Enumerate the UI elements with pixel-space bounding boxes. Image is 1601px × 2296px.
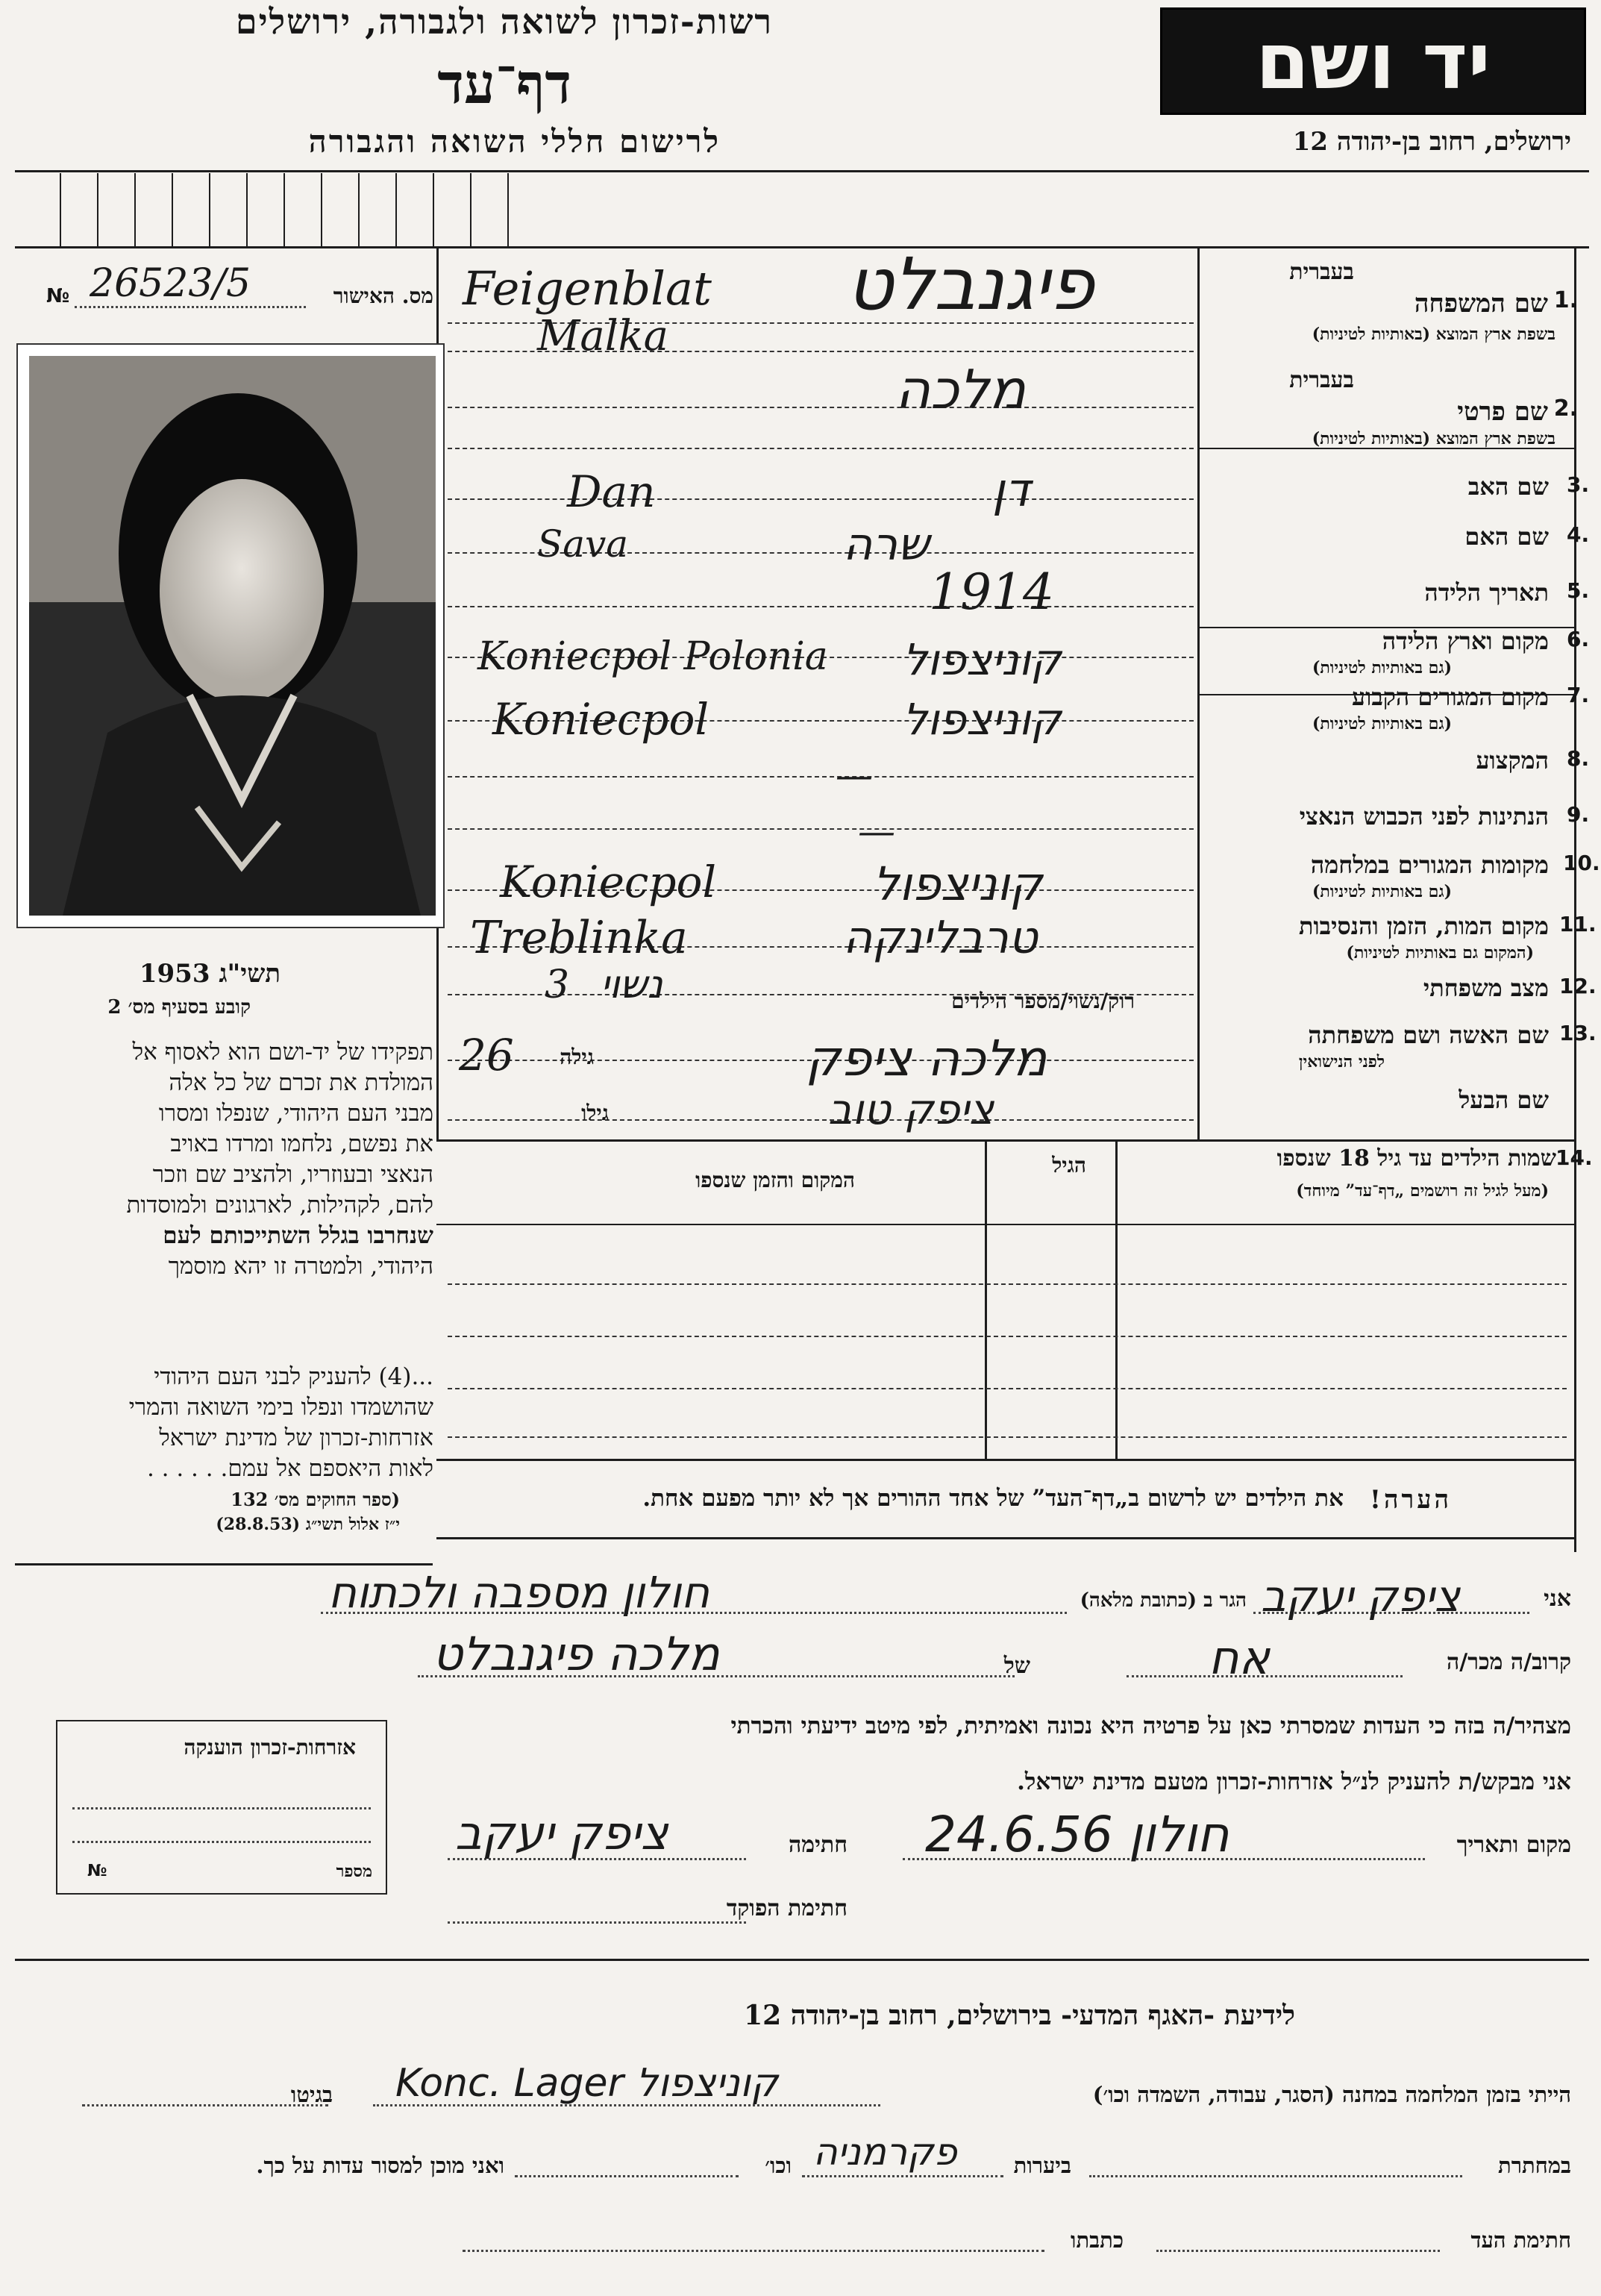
value-surname-he: פיגנבלט [847,243,1094,326]
value-birth-place-he: קוניצפול [903,634,1062,685]
value-residence-latin: Koniecpol [492,694,709,745]
citizenship-no-sign: № [87,1862,107,1880]
law-source-1: (ספר החוקים מס׳ 132 [231,1489,400,1510]
info-forests: ביערות [1013,2153,1071,2178]
field-10-label: מקומות המגורים במלחמה [1310,851,1549,879]
declaration-line3: מצהיר/ה בזה כי העדות שמסרתי כאן על פרטיה היא נכונה ואמיתית, לפי מיטב ידיעתי והכרתי [730,1712,1571,1739]
approval-no-sign: № [46,285,70,307]
place-date-label: מקום ותאריך [1456,1832,1571,1858]
field-13-sub: לפני הנישואין [1298,1052,1385,1072]
citizenship-box [56,1720,387,1895]
note-label: הערה! [1370,1485,1452,1515]
value-father-latin: Dan [567,466,656,517]
field-7-sub: (גם באותיות לטיניות) [1312,714,1452,733]
form-subtitle: לרישום חללי השואה והגבורה [308,123,721,160]
field-10-sub: (גם באותיות לטיניות) [1312,882,1452,901]
info-underground: במחתרת [1498,2153,1571,2178]
value-given-he: מלכה [895,358,1026,421]
children-col-place: המקום והזמן שנספו [695,1168,855,1192]
declaration-relation: קרוב/ה מכר/ה [1447,1649,1571,1675]
logo-text: יד ושם [1256,16,1491,107]
field-1-hebrew-tag: בעברית [1289,259,1354,285]
field-13b-label: שם הבעל [1459,1086,1549,1114]
citizenship-number-label: מספר [336,1862,372,1881]
relation-of-value: מלכה פיגנבלט [433,1627,720,1681]
field-5-num: 5. [1567,578,1590,603]
value-mother-he: שרה [843,519,930,571]
law-source-2: י״ז אלול תשי״ג (28.8.53) [216,1515,400,1534]
value-birth-year: 1914 [929,563,1054,621]
value-profession: — [836,754,873,797]
field-8-label: המקצוע [1476,746,1549,775]
value-nationality: — [858,810,895,853]
field-11-sub: (המקום גם באותיות לטיניות) [1346,943,1534,963]
relation-value: אח [1209,1630,1270,1685]
field-1-num: 1. [1553,287,1578,313]
field-2-label: שם פרטי [1457,397,1548,427]
value-war-place-he: קוניצפול [873,857,1043,911]
field-1-label: שם המשפחה [1414,289,1548,319]
value-marital-num: 3 [545,963,570,1007]
value-death-place-he: טרבלינקה [843,912,1038,964]
value-mother-latin: Sava [537,522,629,566]
info-testimony: ואני מוכן למסור עדות על כך. [256,2153,504,2178]
field-6-label: מקום וארץ הלידה [1382,627,1549,655]
note-text: את הילדים יש לרשום ב„דף־העד” של אחד ההורים אך לא יותר מפעם אחת. [642,1485,1344,1512]
forest-value: פקרמניה [813,2130,957,2174]
field-4-num: 4. [1567,522,1590,547]
signature-value: ציפק יעקב [455,1806,668,1860]
declaration-line4: אני מבקש/ת להעניק לנ״ל אזרחות-זכרון מטעם מדינת ישראל. [1017,1768,1571,1795]
code-boxes [60,173,522,246]
field-6-sub: (גם באותיות לטיניות) [1312,658,1452,678]
field-13b-age-label: גילו [581,1101,609,1125]
approval-label: מס. האישור [333,284,433,308]
field-11-num: 11. [1559,912,1597,936]
photo-caption-law: קובע בסעיף מס׳ 2 [107,996,251,1019]
field-2-hebrew-tag: בעברית [1289,367,1354,393]
law-para-2: ...(4) להעניק לבני העם היהודי שהושמדו ונפלו בימי השואה והמרי אזרחות-זכרון של מדינת ישראל לאות היאספם אל עמם. . . . . . [128,1363,433,1482]
field-2-num: 2. [1553,395,1578,422]
field-7-label: מקום המגורים הקבוע [1352,683,1549,711]
info-title: לידיעת -האגף המדעי- בירושלים, רחוב בן-יהודה 12 [744,2000,1295,2031]
declaration-ani: אני [1544,1586,1571,1612]
field-11-label: מקום המות, הזמן והנסיבות [1298,912,1549,940]
value-surname-latin: Feigenblat [463,261,712,316]
field-14-label: שמות הילדים עד גיל 18 שנספו [1276,1145,1556,1172]
official-signature-label: חתימת הפוקד [726,1895,848,1921]
field-14-num: 14. [1555,1145,1593,1170]
portrait-image [18,345,443,927]
signature-label: חתימה [789,1832,848,1858]
field-12-num: 12. [1559,974,1597,998]
info-witness-signature: חתימת העד [1470,2227,1571,2253]
value-given-latin: Malka [537,312,668,360]
field-3-label: שם האב [1467,472,1549,501]
field-14-sub: (מעל לגיל זה רושמים „דף־עד” מיוחד) [1296,1181,1549,1201]
field-2 [1201,358,1578,455]
field-13-age-label: גילה [560,1045,594,1069]
witness-address-value: חולון מספבה ולכתוח [328,1567,710,1618]
declaration-resident: הגר ב (כתובת מלאה) [1080,1589,1247,1612]
field-8-num: 8. [1567,746,1590,771]
authority-title: רשות-זכרון לשואה ולגבורה, ירושלים [235,1,773,42]
field-9-num: 9. [1567,802,1590,827]
form-title: דף־עד [437,52,571,116]
value-death-place-latin: Treblinka [470,912,688,964]
field-7-num: 7. [1567,683,1590,707]
field-3-num: 3. [1567,472,1590,497]
witness-name-value: ציפק יעקב [1261,1571,1461,1621]
field-5-label: תאריך הלידה [1424,578,1549,607]
value-war-place-latin: Koniecpol [500,857,716,907]
value-residence-he: קוניצפול [903,694,1062,745]
field-10-num: 10. [1563,851,1600,875]
approval-number: 26523/5 [90,261,251,306]
witness-photo [16,343,445,928]
value-wife-name: מלכה ציפק [806,1030,1047,1087]
field-9-label: הנתינות לפני הכבוש הנאצי [1299,802,1549,830]
field-13-num: 13. [1559,1021,1597,1045]
children-col-age: הגיל [1052,1153,1086,1177]
header-address: ירושלים, רחוב בן-יהודה 12 [1292,127,1571,157]
citizenship-title: אזרחות-זכרון הוענקה [184,1735,356,1759]
value-marital: נשוי [601,963,663,1007]
field-12-label: מצב משפחתי [1423,974,1549,1002]
camp-value: קוניצפול Konc. Lager [395,2061,778,2106]
field-1-sub: בשפת ארץ המוצא (באותיות לטיניות) [1312,325,1555,344]
value-father-he: דן [992,463,1030,517]
declaration-shel: של [1003,1653,1030,1679]
place-date-value: חולון 24.6.56 [925,1806,1229,1863]
law-para-1: תפקידו של יד-ושם הוא לאסוף אל המולדת את זכרם של כל אלה מבני העם היהודי, שנפלו ומסרו את נפשם, נלחמו ומרדו באויב הנאצי ובעוזריו, ולהציב שם וזכר להם, לקהילות, לארגונים ולמוסדות שנחרבו בגלל השתייכותם לעם היהודי, ולמטרה זו יהא מוסמך [126,1039,433,1280]
value-wife-age: 26 [459,1030,514,1080]
info-address: כתבתו [1071,2227,1124,2253]
field-4-label: שם האם [1464,522,1549,551]
field-13-label: שם האשה ושם משפחתה [1308,1021,1549,1049]
photo-caption-year: תשי"ג 1953 [139,959,281,989]
value-husband-name: ציפק טוב [828,1086,994,1134]
info-etc: וכו׳ [765,2153,792,2178]
field-12-right-label: רוק/נשוי/מספר הילדים [951,989,1135,1013]
field-6-num: 6. [1567,627,1590,651]
field-2-sub: בשפת ארץ המוצא (באותיות לטיניות) [1312,429,1555,448]
info-line1: הייתי בזמן המלחמה במחנה (הסגר, עבודה, השמדה וכו׳) [1092,2082,1571,2107]
value-birth-place-latin: Koniecpol Polonia [477,634,828,679]
yad-vashem-logo [1160,7,1586,115]
info-line1-end: בגיטו [290,2082,333,2107]
